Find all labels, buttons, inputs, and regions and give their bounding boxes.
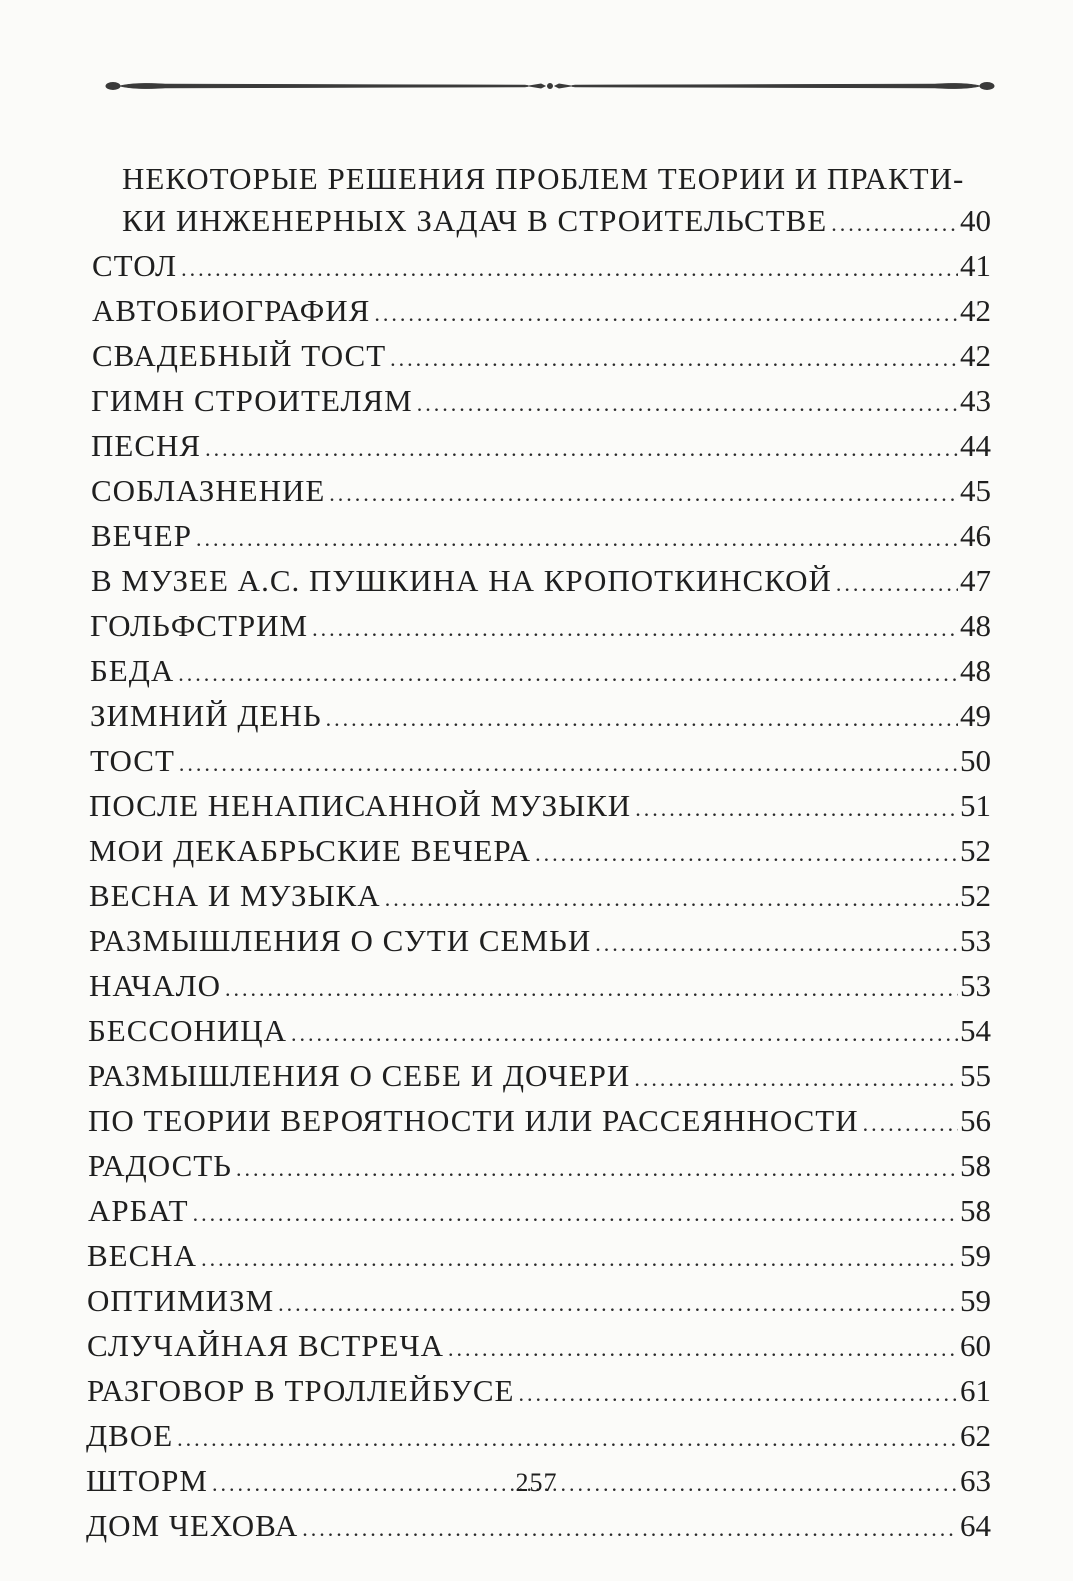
dot-leader <box>831 203 958 245</box>
toc-entry-page: 47 <box>960 563 991 598</box>
toc-entry-title: СТОЛ <box>92 248 178 283</box>
dot-leader <box>236 1148 958 1190</box>
toc-entry[interactable] <box>86 1190 991 1235</box>
toc-entry-title: ПЕСНЯ <box>91 428 202 463</box>
toc-entry-title: ДВОЕ <box>86 1418 174 1453</box>
toc-entry-title: БЕССОНИЦА <box>88 1013 288 1048</box>
toc-entry-page: 59 <box>960 1283 991 1318</box>
toc-entry[interactable] <box>86 200 991 245</box>
dot-leader <box>278 1283 958 1325</box>
toc-entry-page: 48 <box>960 653 991 688</box>
dot-leader <box>205 428 958 470</box>
dot-leader <box>181 248 958 290</box>
toc-entry-page: 40 <box>960 203 991 238</box>
toc-entry-page: 61 <box>960 1373 991 1408</box>
toc-entry-page: 53 <box>960 923 991 958</box>
dot-leader <box>196 518 958 560</box>
toc-entry[interactable] <box>86 650 991 695</box>
toc-entry[interactable] <box>86 335 991 380</box>
toc-entry-title: ЗИМНИЙ ДЕНЬ <box>90 698 322 733</box>
toc-entry[interactable] <box>86 290 991 335</box>
dot-leader <box>225 968 958 1010</box>
toc-entry-title: РАЗГОВОР В ТРОЛЛЕЙБУСЕ <box>87 1373 515 1408</box>
toc-entry[interactable] <box>86 1235 991 1280</box>
dot-leader <box>179 743 958 785</box>
toc-entry-page: 60 <box>960 1328 991 1363</box>
toc-entry-title: АВТОБИОГРАФИЯ <box>92 293 371 328</box>
dot-leader <box>535 833 958 875</box>
toc-entry-title: ПОСЛЕ НЕНАПИСАННОЙ МУЗЫКИ <box>89 788 632 823</box>
toc-entry-page: 48 <box>960 608 991 643</box>
toc-entry-title: ВЕЧЕР <box>91 518 192 553</box>
toc-entry-title: ПО ТЕОРИИ ВЕРОЯТНОСТИ ИЛИ РАССЕЯННОСТИ <box>88 1103 859 1138</box>
toc-entry-title: НАЧАЛО <box>89 968 222 1003</box>
toc-entry-page: 51 <box>960 788 991 823</box>
toc-entry-page: 42 <box>960 338 991 373</box>
toc-entry-page: 55 <box>960 1058 991 1093</box>
toc-entry[interactable] <box>86 425 991 470</box>
toc-entry[interactable] <box>86 1325 991 1370</box>
toc-entry-title: ОПТИМИЗМ <box>87 1283 275 1318</box>
toc-entry[interactable] <box>86 965 991 1010</box>
toc-entry-title: АРБАТ <box>88 1193 189 1228</box>
dot-leader <box>326 698 958 740</box>
toc-entry-title: МОИ ДЕКАБРЬСКИЕ ВЕЧЕРА <box>89 833 532 868</box>
toc-entry-title: СЛУЧАЙНАЯ ВСТРЕЧА <box>87 1328 445 1363</box>
toc-entry-title: ВЕСНА И МУЗЫКА <box>89 878 381 913</box>
toc-entry-title: РАДОСТЬ <box>88 1148 232 1183</box>
toc-entry-title: СВАДЕБНЫЙ ТОСТ <box>92 338 387 373</box>
toc-entry-title: ГОЛЬФСТРИМ <box>90 608 309 643</box>
toc-entry[interactable] <box>86 875 991 920</box>
toc-entry-page: 59 <box>960 1238 991 1273</box>
dot-leader <box>193 1193 958 1235</box>
dot-leader <box>836 563 958 605</box>
toc-entry[interactable] <box>86 245 991 290</box>
toc-entry-title: РАЗМЫШЛЕНИЯ О СУТИ СЕМЬИ <box>89 923 592 958</box>
dot-leader <box>385 878 958 920</box>
toc-entry-page: 50 <box>960 743 991 778</box>
toc-entry[interactable] <box>86 1280 991 1325</box>
toc-entry-page: 42 <box>960 293 991 328</box>
toc-entry-page: 44 <box>960 428 991 463</box>
toc-entry[interactable] <box>86 1145 991 1190</box>
toc-entry[interactable] <box>86 380 991 425</box>
toc-entry-page: 64 <box>960 1508 991 1543</box>
dot-leader <box>291 1013 958 1055</box>
dot-leader <box>302 1508 958 1550</box>
toc-entry[interactable] <box>86 1100 991 1145</box>
toc-entry-page: 46 <box>960 518 991 553</box>
table-of-contents <box>86 158 991 1550</box>
toc-entry[interactable] <box>86 1415 991 1460</box>
toc-entry-page: 58 <box>960 1148 991 1183</box>
dot-leader <box>201 1238 958 1280</box>
dot-leader <box>374 293 958 335</box>
toc-entry[interactable] <box>86 470 991 515</box>
dot-leader <box>312 608 958 650</box>
toc-entry-page: 62 <box>960 1418 991 1453</box>
dot-leader <box>518 1373 958 1415</box>
toc-entry[interactable] <box>86 920 991 965</box>
toc-entry-page: 43 <box>960 383 991 418</box>
dot-leader <box>448 1328 958 1370</box>
toc-entry-title: КИ ИНЖЕНЕРНЫХ ЗАДАЧ В СТРОИТЕЛЬСТВЕ <box>122 203 828 238</box>
decorative-divider <box>105 74 995 98</box>
toc-entry-title: ГИМН СТРОИТЕЛЯМ <box>91 383 413 418</box>
toc-entry-page: 56 <box>960 1103 991 1138</box>
toc-entry-title: В МУЗЕЕ А.С. ПУШКИНА НА КРОПОТКИНСКОЙ <box>91 563 832 598</box>
dot-leader <box>634 1058 958 1100</box>
dot-leader <box>635 788 958 830</box>
toc-entry[interactable] <box>86 1055 991 1100</box>
toc-entry[interactable] <box>86 740 991 785</box>
toc-entry-title: БЕДА <box>90 653 175 688</box>
toc-entry-line: НЕКОТОРЫЕ РЕШЕНИЯ ПРОБЛЕМ ТЕОРИИ И ПРАКТИ- <box>122 161 965 196</box>
dot-leader <box>863 1103 958 1145</box>
toc-entry-title: РАЗМЫШЛЕНИЯ О СЕБЕ И ДОЧЕРИ <box>88 1058 631 1093</box>
toc-entry-page: 49 <box>960 698 991 733</box>
toc-entry[interactable] <box>86 695 991 740</box>
toc-entry-title: СОБЛАЗНЕНИЕ <box>91 473 326 508</box>
toc-list <box>86 245 991 1550</box>
toc-entry[interactable] <box>86 1370 991 1415</box>
toc-entry-page: 45 <box>960 473 991 508</box>
toc-entry-title: ДОМ ЧЕХОВА <box>86 1508 299 1543</box>
toc-entry-page: 41 <box>960 248 991 283</box>
toc-entry-page: 52 <box>960 878 991 913</box>
toc-entry-page: 58 <box>960 1193 991 1228</box>
toc-entry-title: ТОСТ <box>90 743 175 778</box>
toc-entry[interactable] <box>86 605 991 650</box>
toc-entry-title: ВЕСНА <box>87 1238 198 1273</box>
toc-entry[interactable] <box>86 785 991 830</box>
dot-leader <box>417 383 958 425</box>
dot-leader <box>390 338 958 380</box>
dot-leader <box>177 1418 958 1460</box>
toc-entry[interactable] <box>86 830 991 875</box>
toc-entry-page: 63 <box>960 1463 991 1498</box>
toc-entry-title: ШТОРМ <box>86 1463 208 1498</box>
toc-entry[interactable] <box>86 560 991 605</box>
toc-entry-page: 53 <box>960 968 991 1003</box>
toc-entry[interactable] <box>86 1010 991 1055</box>
dot-leader <box>329 473 958 515</box>
dot-leader <box>595 923 958 965</box>
toc-entry-page: 54 <box>960 1013 991 1048</box>
toc-entry[interactable] <box>86 515 991 560</box>
toc-entry-page: 52 <box>960 833 991 868</box>
toc-entry[interactable] <box>86 1505 991 1550</box>
page-number: 257 <box>515 1468 558 1497</box>
dot-leader <box>178 653 958 695</box>
